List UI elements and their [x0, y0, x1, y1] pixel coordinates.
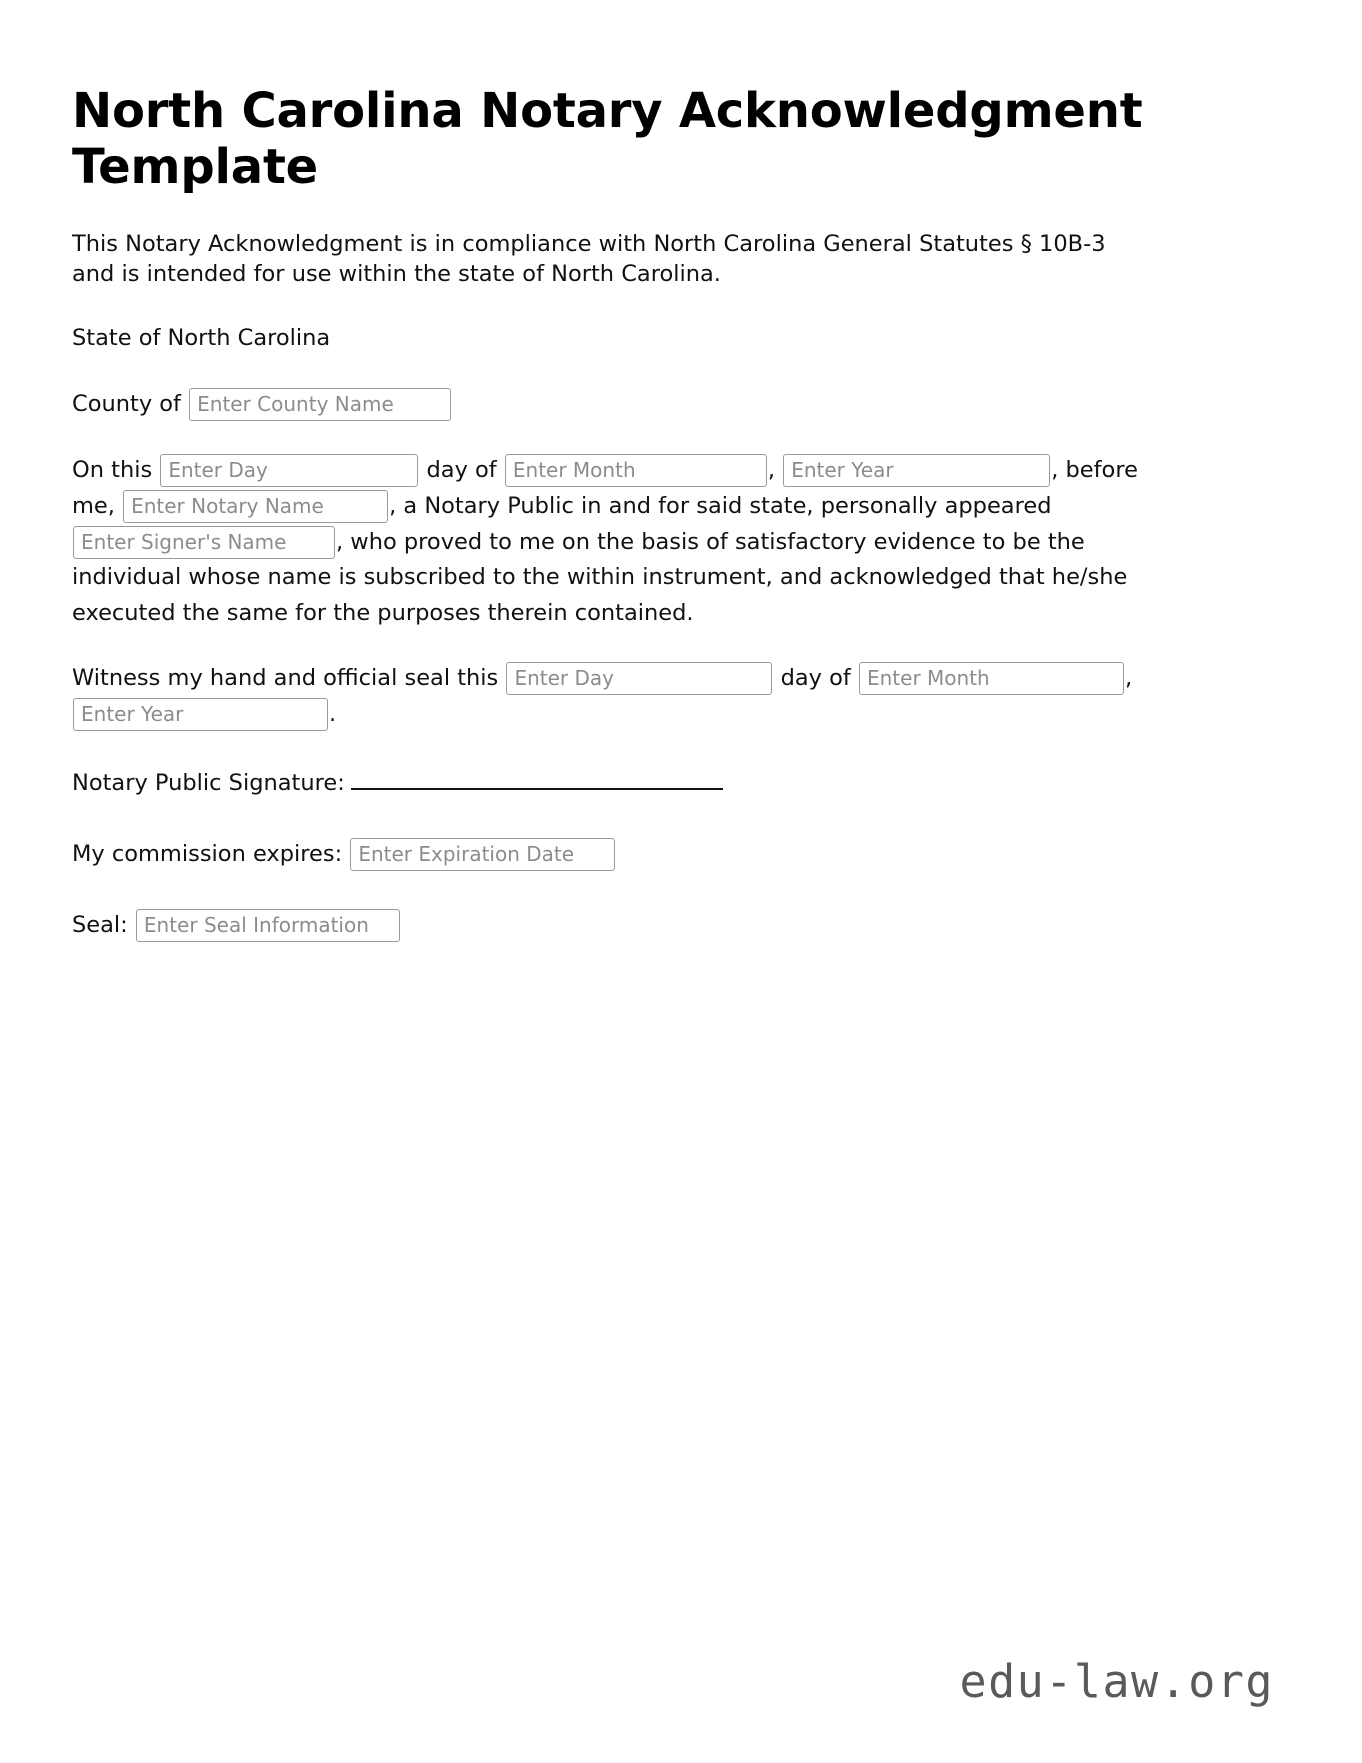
seal-row: [72, 906, 1162, 945]
signer-name-input[interactable]: [73, 526, 335, 559]
witness-year-input[interactable]: [73, 698, 328, 731]
witness-month-input[interactable]: [859, 662, 1124, 695]
witness-label: Witness my hand and official seal this: [72, 665, 499, 692]
acknowledgment-mid-text: , a Notary Public in and for said state, personally: [389, 493, 938, 519]
witness-day-input[interactable]: [506, 662, 772, 695]
county-row: [72, 385, 1162, 424]
signature-row: [72, 764, 1162, 803]
day-of-label: day of: [426, 457, 497, 484]
acknowledgment-day-input[interactable]: [160, 454, 418, 487]
commission-row: [72, 835, 1162, 874]
commission-expiration-input[interactable]: [350, 838, 615, 871]
acknowledgment-paragraph: [72, 453, 1162, 631]
witness-period: .: [329, 700, 337, 727]
commission-label: My commission expires:: [72, 840, 343, 867]
comma-after-month: ,: [767, 457, 776, 484]
seal-label: Seal:: [72, 911, 128, 938]
county-label: County of: [72, 390, 181, 417]
on-this-label: On this: [72, 457, 153, 484]
page-title: North Carolina Notary Acknowledgment Template: [72, 83, 1143, 195]
site-watermark: edu-law.org: [959, 1655, 1274, 1708]
state-line: State of North Carolina: [72, 324, 331, 351]
signature-label: Notary Public Signature:: [72, 770, 345, 797]
notary-name-input[interactable]: [123, 490, 388, 523]
appeared-label: appeared: [944, 493, 1052, 519]
signature-line[interactable]: [351, 774, 723, 790]
acknowledgment-year-input[interactable]: [783, 454, 1050, 487]
acknowledgment-tail-text: , who proved to me on the basis of satisfactory evidence to be the individual whose name is subscribed to the within instrument, and acknowledged that he/she executed the same for the purposes therein contained.: [72, 528, 1128, 626]
comma-after-year: ,: [1051, 457, 1059, 484]
witness-row: [72, 661, 1162, 732]
seal-input[interactable]: [136, 909, 400, 942]
before-me-label: before me,: [72, 457, 1138, 519]
county-input[interactable]: [189, 388, 451, 421]
witness-day-of-label: day of: [780, 665, 851, 692]
witness-comma: ,: [1124, 665, 1133, 692]
acknowledgment-month-input[interactable]: [505, 454, 767, 487]
intro-paragraph: This Notary Acknowledgment is in compliance with North Carolina General Statutes § 10B-3 and is intended for use within the state of North Carolina.: [72, 231, 1106, 288]
